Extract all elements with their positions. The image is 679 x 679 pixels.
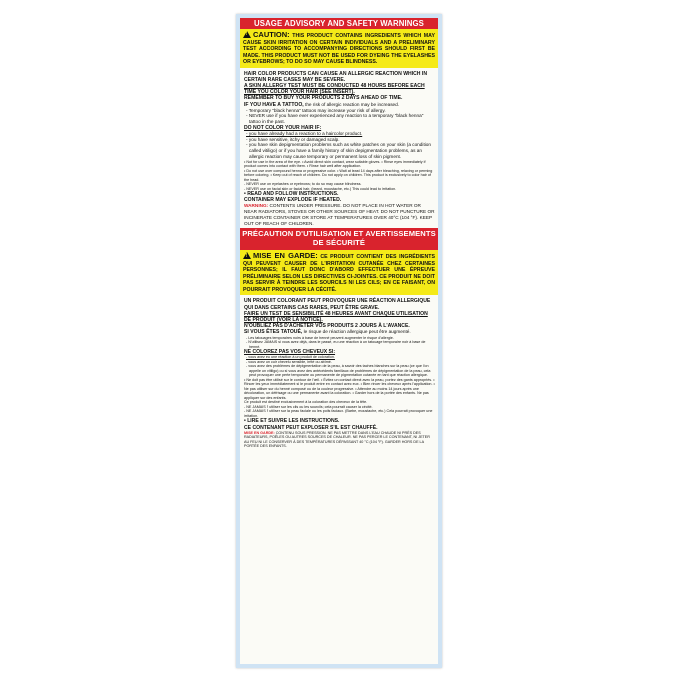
- list-item: - you have already had a reaction to a haircolor product.: [246, 131, 363, 137]
- en-caution-text: THIS PRODUCT CONTAINS INGREDIENTS WHICH MAY CAUSE SKIN IRRITATION ON CERTAIN INDIVIDUALS AND A PRELIMINARY TEST ACCORDING TO ACCOMPANYING DIRECTIONS SHOULD FIRST BE MADE. THIS PRODUCT MUST NOT BE USED FOR DYEING THE EYELASHES OR EYEBROWS; TO DO SO MAY CAUSE BLINDNESS.: [243, 33, 435, 65]
- fr-explode: CE CONTENANT PEUT EXPLOSER S'IL EST CHAUFFÉ.: [244, 424, 378, 431]
- fr-small-1: • Ne doit pas être utilisé sur le contour de l'œil. • Évitez un contact direct avec la peau, portez des gants appropriés. • Rincer les yeux immédiatement si le produit entre en contact avec eux. • Bien rincer les cheveux après l'application. • Ne pas utiliser sur du henné composé ou de la couleur progressive. • Attendre au moins 14 jours après une décoloration, un défrisage ou une permanente avant la coloration. • Garder hors de la portée des enfants. Ne pas appliquer sur des enfants.: [244, 377, 435, 400]
- fr-warning-title: MISE EN GARDE:: [244, 430, 275, 435]
- fr-caution-text: CE PRODUIT CONTIENT DES INGRÉDIENTS QUI PEUVENT CAUSER DE L'IRRITATION CUTANÉE CHEZ CERTAINES PERSONNES; IL FAUT DONC D'ABORD EFFECTUER UNE ÉPREUVE PRÉLIMINAIRE SELON LES DIRECTIVES CI-JOINTES. CE PRODUIT NE DOIT PAS SERVIR À TEINDRE LES SOURCILS NI LES CILS; EN CE FAISANT, ON POURRAIT PROVOQUER LA CÉCITÉ.: [243, 254, 435, 293]
- en-warning-text: CONTENTS UNDER PRESSURE. DO NOT PLACE IN HOT WATER OR NEAR RADIATORS, STOVES OR OTHER SOURCES OF HEAT. DO NOT PUNCTURE OR INCINERATE CONTAINER OR STORE AT TEMPERATURES OVER 40°C (104 °F). KEEP OUT OF REACH OF CHILDREN.: [244, 203, 435, 226]
- en-tattoo-lead: IF YOU HAVE A TATTOO,: [244, 101, 304, 108]
- en-allergy-1: HAIR COLOR PRODUCTS CAN CAUSE AN ALLERGIC REACTION WHICH IN CERTAIN RARE CASES MAY BE SEVERE.: [244, 70, 427, 83]
- fr-body: [240, 295, 438, 450]
- en-small-1: • Not for use in the area of the eye. • Avoid direct skin contact, wear suitable gloves. • Rinse eyes immediately if product comes into contact with them. • Rinse hair well after application.: [244, 159, 426, 169]
- en-explode: CONTAINER MAY EXPLODE IF HEATED.: [244, 197, 342, 204]
- fr-caution-title: MISE EN GARDE:: [253, 251, 318, 261]
- list-item: - vous avez des problèmes de dépigmentation de la peau, à savoir des taches blanches sur la peau (ce que l'on appelle un vitiligo) ou si vous avez des antécédents familiaux de problèmes de dépigmentation de la peau, cela peut provoquer une perte temporaire ou permanente de pigmentation cutanée en tant que réaction allergique.: [246, 364, 431, 378]
- en-body: [240, 68, 438, 229]
- leaflet-content: [240, 18, 438, 664]
- list-item: - NEVER use if you have ever experienced any reaction to a temporary "black henna" tattoo in the past.: [246, 113, 424, 125]
- fr-small-4: - NE JAMAIS l' utiliser sur la peau faciale ou les poils faciaux. (Barbe, moustache, etc.) Cela pourrait provoquer une irritation.: [244, 409, 433, 418]
- fr-do-not-title: NE COLOREZ PAS VOS CHEVEUX SI:: [244, 349, 336, 356]
- en-warning: [244, 203, 435, 226]
- list-item: - Temporary "black henna" tattoos may increase your risk of allergy.: [246, 107, 386, 113]
- en-caution-title: CAUTION:: [253, 30, 290, 39]
- warning-triangle-icon: [243, 31, 251, 38]
- en-header: USAGE ADVISORY AND SAFETY WARNINGS: [240, 18, 438, 29]
- fr-caution-box: [240, 250, 438, 295]
- list-item: - vous avez un cuir chevelu sensible, irrité ou abîmé.: [246, 359, 332, 364]
- safety-leaflet: [236, 14, 442, 668]
- en-do-not-title: DO NOT COLOR YOUR HAIR IF:: [244, 124, 322, 131]
- list-item: - Les tatouages temporaires noirs à base de henné peuvent augmenter le risque d'allergie.: [246, 335, 394, 340]
- fr-allergy-2: FAIRE UN TEST DE SENSIBILITÉ 48 HEURES AVANT CHAQUE UTILISATION DE PRODUIT (VOIR LA NOTICE).: [244, 310, 428, 324]
- fr-allergy-1: UN PRODUIT COLORANT PEUT PROVOQUER UNE RÉACTION ALLERGIQUE QUI DANS CERTAINS CAS RARES, PEUT ÊTRE GRAVE.: [244, 298, 431, 311]
- fr-remember: N'OUBLIEZ PAS D'ACHETER VOS PRODUITS 2 JOURS À L'AVANCE.: [244, 323, 410, 330]
- en-small-4: - NEVER use on facial skin or facial hair, (beard, moustache, etc.) This could lead to irritation.: [244, 186, 397, 191]
- fr-tattoo-line: [244, 329, 435, 335]
- fr-header: PRÉCAUTION D'UTILISATION ET AVERTISSEMENTS DE SÉCURITÉ: [240, 228, 438, 250]
- en-read-follow: • READ AND FOLLOW INSTRUCTIONS.: [244, 191, 339, 198]
- list-item: - you have sensitive, itchy or damaged scalp.: [246, 136, 340, 142]
- en-remember: REMEMBER TO BUY YOUR PRODUCTS 2 DAYS AHEAD OF TIME.: [244, 95, 403, 102]
- warning-triangle-icon: [243, 252, 251, 259]
- list-item: - you have skin depigmentation problems such as white patches on your skin (a condition called vitiligo) or if you have a family history of skin depigmentation problems, as an allergic reaction may cause temporary or permanent loss of skin pigment.: [246, 142, 431, 159]
- en-small-2: • Do not use over compound henna or progressive color. • Wait at least 14 days after bleaching, relaxing or perming before coloring. • Keep out of reach of children. Do not apply on children. This product is exclusively to color hair of the head.: [244, 168, 433, 182]
- fr-read-follow: • LIRE ET SUIVRE LES INSTRUCTIONS.: [244, 418, 340, 425]
- fr-warning-text: CONTENU SOUS PRESSION. NE PAS METTRE DANS L'EAU CHAUDE NI PRÈS DES RADIATEURS, POÊLES OU AUTRES SOURCES DE CHALEUR. NE PAS PERCER LE CONTENANT, NI JETER AU FEU NI LE CONSERVER À DES TEMPÉRATURES DÉPASSANT 40 °C (104 °F). GARDER HORS DE LA PORTÉE DES ENFANTS.: [244, 430, 430, 449]
- list-item: - vous avez eu une réaction à un produit de coloration.: [246, 355, 335, 360]
- fr-tattoo-lead: SI VOUS ÊTES TATOUÉ,: [244, 329, 303, 336]
- fr-tattoo-rest: le risque de réaction allergique peut être augmenté.: [302, 329, 411, 335]
- en-small-3: - NEVER use on eyelashes or eyebrows; to do so may cause blindness.: [244, 182, 362, 187]
- en-warning-title: WARNING:: [244, 203, 269, 209]
- en-caution-box: [240, 29, 438, 68]
- list-item: - N'utilisez JAMAIS si vous avez déjà, dans le passé, eu une réaction à un tatouage temporaire noir à base de henné.: [246, 340, 426, 349]
- fr-warning: [244, 431, 435, 449]
- en-allergy-2: A SKIN ALLERGY TEST MUST BE CONDUCTED 48 HOURS BEFORE EACH TIME YOU COLOR YOUR HAIR (SEE INSERT).: [244, 82, 425, 96]
- fr-small-2: Ce produit est destiné exclusivement à la coloration des cheveux de la tête.: [244, 400, 368, 405]
- en-tattoo-rest: the risk of allergic reaction may be increased.: [303, 101, 400, 107]
- fr-small-3: - NE JAMAIS l' utiliser sur les cils ou les sourcils; cela pourrait causer la cécité.: [244, 404, 373, 409]
